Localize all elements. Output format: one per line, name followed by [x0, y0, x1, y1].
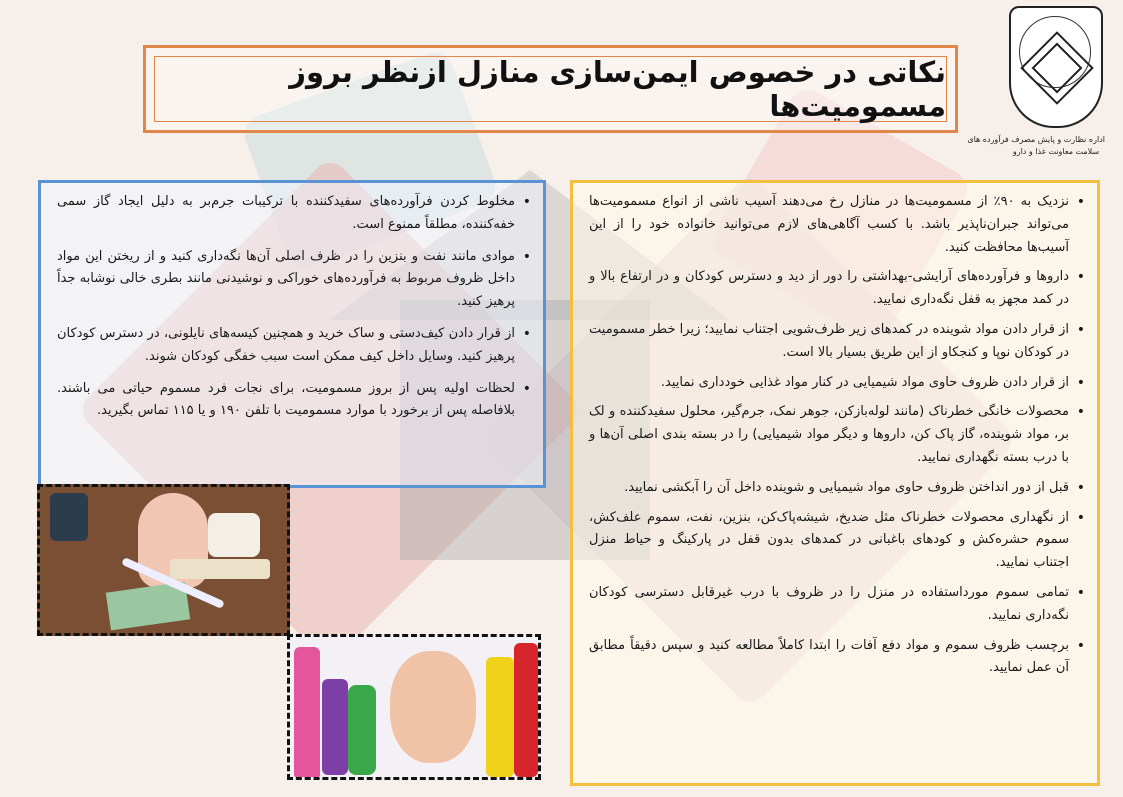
- title-frame: [143, 45, 958, 133]
- tip-item: • تمامی سموم مورداستفاده در منزل را در ظروف با درب غیرقابل دسترسی کودکان نگه‌داری نمایید.: [589, 582, 1069, 628]
- photo-baby-with-cleaning-bottles: [287, 634, 541, 780]
- tip-item: • از قرار دادن ظروف حاوی مواد شیمیایی در کنار مواد غذایی خودداری نمایید.: [589, 372, 1069, 395]
- logo-caption-line1: اداره نظارت و پایش مصرف فرآورده های: [967, 135, 1105, 144]
- right-tips-list: [589, 191, 1085, 680]
- photo-child-with-medicines: [37, 484, 290, 636]
- tip-item: • مخلوط کردن فرآورده‌های سفیدکننده با ترکیبات جرم‌بر به دلیل ایجاد گاز سمی خفه‌کننده، مطلقاً ممنوع است.: [57, 191, 515, 237]
- tip-item: • نزدیک به ۹۰٪ از مسمومیت‌ها در منازل رخ می‌دهند آسیب ناشی از انواع مسمومیت‌ها می‌تواند جبران‌ناپذیر باشد. با کسب آگاهی‌های لازم می‌توانید خانواده خود را از این آسیب‌ها محافظت کنید.: [589, 191, 1069, 259]
- tip-item: • قبل از دور انداختن ظروف حاوی مواد شیمیایی و شوینده داخل آن را آبکشی نمایید.: [589, 477, 1069, 500]
- left-tips-list: [57, 191, 531, 423]
- university-emblem-icon: [1009, 6, 1103, 128]
- right-tips-panel: [570, 180, 1100, 786]
- page-title: نکاتی در خصوص ایمن‌سازی منازل ازنظر بروز مسمومیت‌ها: [289, 55, 946, 123]
- tip-item: • محصولات خانگی خطرناک (مانند لوله‌بازکن، جوهر نمک، جرم‌گیر، محلول سفیدکننده و لک بر، مواد شوینده، گاز پاک کن، داروها و دیگر مواد شیمیایی) را در بسته بندی اصلی آن‌ها و با درب بسته نگهداری نمایید.: [589, 401, 1069, 469]
- logo: [967, 6, 1105, 158]
- tip-item: • برچسب ظروف سموم و مواد دفع آفات را ابتدا کاملاً مطالعه کنید و سپس دقیقاً مطابق آن عمل نمایید.: [589, 635, 1069, 681]
- tip-item: • از قرار دادن کیف‌دستی و ساک خرید و همچنین کیسه‌های نایلونی، در دسترس کودکان پرهیز کنید. وسایل داخل کیف ممکن است سبب خفگی کودکان شوند.: [57, 323, 515, 369]
- logo-caption-line2: سلامت معاونت غذا و دارو: [1012, 147, 1100, 156]
- left-tips-panel: [38, 180, 546, 488]
- tip-item: • موادی مانند نفت و بنزین را در ظرف اصلی آن‌ها نگه‌داری کنید و از ریختن این مواد داخل ظروف مربوط به فرآورده‌های خوراکی و نوشیدنی مانند بطری خالی نوشابه جداً پرهیز کنید.: [57, 246, 515, 314]
- tip-item: • داروها و فرآورده‌های آرایشی-بهداشتی را دور از دید و دسترس کودکان و در ارتفاع بالا و در کمد مجهز به قفل نگه‌داری نمایید.: [589, 266, 1069, 312]
- tip-item: • از قرار دادن مواد شوینده در کمدهای زیر ظرف‌شویی اجتناب نمایید؛ زیرا خطر مسمومیت در کودکان نوپا و کنجکاو از این طریق بسیار بالا است.: [589, 319, 1069, 365]
- tip-item: • لحظات اولیه پس از بروز مسمومیت، برای نجات فرد مسموم حیاتی می باشند. بلافاصله پس از برخورد با موارد مسمومیت با تلفن ۱۹۰ و یا ۱۱۵ تماس بگیرید.: [57, 378, 515, 424]
- tip-item: • از نگهداری محصولات خطرناک مثل ضدیخ، شیشه‌پاک‌کن، بنزین، نفت، سموم علف‌کش، سموم حشره‌کش و کودهای باغبانی در کمدهای بدون قفل در پارکینگ و حیاط منزل اجتناب نمایید.: [589, 507, 1069, 575]
